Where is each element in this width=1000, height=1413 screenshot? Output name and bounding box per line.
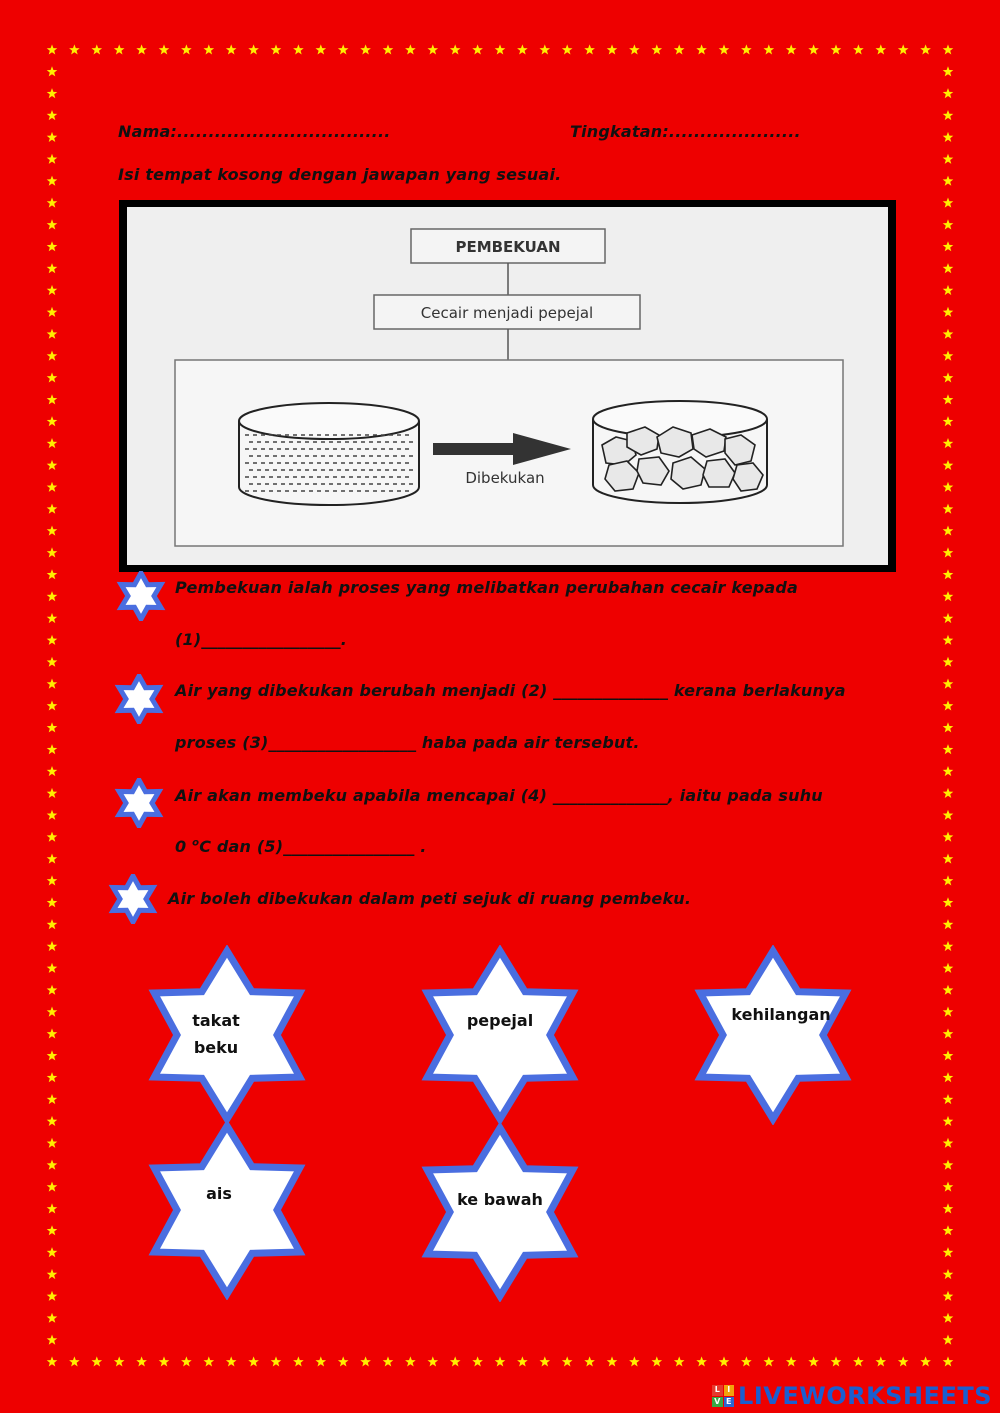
border-star-icon — [47, 679, 58, 689]
border-star-icon — [943, 1356, 954, 1366]
instruction-text: Isi tempat kosong dengan jawapan yang sesuai. — [118, 165, 562, 184]
border-star-icon — [943, 1138, 954, 1148]
border-star-icon — [47, 788, 58, 798]
question-1-line-1: Pembekuan ialah proses yang melibatkan perubahan cecair kepada — [175, 578, 799, 597]
border-star-icon — [943, 1028, 954, 1038]
border-star-icon — [383, 44, 394, 54]
border-star-icon — [405, 44, 416, 54]
border-star-icon — [943, 372, 954, 382]
border-star-icon — [943, 788, 954, 798]
border-star-icon — [271, 44, 282, 54]
border-star-icon — [47, 591, 58, 601]
border-star-icon — [943, 154, 954, 164]
border-star-icon — [943, 394, 954, 404]
border-star-icon — [943, 307, 954, 317]
border-star-icon — [428, 44, 439, 54]
border-star-icon — [943, 657, 954, 667]
border-star-icon — [226, 1356, 237, 1366]
border-star-icon — [943, 460, 954, 470]
border-star-icon — [47, 854, 58, 864]
border-star-icon — [495, 44, 506, 54]
border-star-icon — [943, 1182, 954, 1192]
border-star-icon — [831, 44, 842, 54]
border-star-icon — [47, 832, 58, 842]
question-3-line-2[interactable]: 0 $^o$C dan (5)________________ . — [175, 837, 427, 856]
border-star-icon — [540, 44, 551, 54]
border-star-icon — [47, 875, 58, 885]
border-star-icon — [943, 88, 954, 98]
border-star-icon — [696, 44, 707, 54]
border-star-icon — [204, 44, 215, 54]
border-star-icon — [47, 1269, 58, 1279]
border-star-icon — [943, 679, 954, 689]
border-star-icon — [943, 1225, 954, 1235]
border-star-icon — [943, 766, 954, 776]
border-star-icon — [943, 875, 954, 885]
bullet-star-icon — [106, 874, 160, 924]
figure-subtitle: Cecair menjadi pepejal — [420, 304, 594, 322]
border-star-icon — [47, 263, 58, 273]
border-star-icon — [383, 1356, 394, 1366]
border-star-icon — [204, 1356, 215, 1366]
border-star-icon — [338, 1356, 349, 1366]
liveworksheets-brand — [712, 1384, 992, 1408]
border-star-icon — [943, 1203, 954, 1213]
border-star-icon — [47, 547, 58, 557]
answer-star-takat-beku[interactable]: takat beku — [122, 945, 332, 1125]
border-star-icon — [943, 1247, 954, 1257]
border-star-icon — [136, 44, 147, 54]
border-star-icon — [786, 44, 797, 54]
figure-title: PEMBEKUAN — [455, 238, 561, 256]
border-star-icon — [629, 44, 640, 54]
border-star-icon — [920, 44, 931, 54]
border-star-icon — [47, 88, 58, 98]
question-1-line-2[interactable]: (1)_________________. — [175, 630, 348, 649]
border-star-icon — [47, 1138, 58, 1148]
border-star-icon — [47, 1313, 58, 1323]
border-star-icon — [114, 1356, 125, 1366]
border-star-icon — [47, 1072, 58, 1082]
border-star-icon — [316, 1356, 327, 1366]
border-star-icon — [47, 132, 58, 142]
border-star-icon — [853, 44, 864, 54]
border-star-icon — [47, 1247, 58, 1257]
border-star-icon — [47, 635, 58, 645]
border-star-icon — [47, 1116, 58, 1126]
border-star-icon — [47, 810, 58, 820]
border-star-icon — [47, 110, 58, 120]
border-star-icon — [47, 351, 58, 361]
border-star-icon — [316, 44, 327, 54]
border-star-icon — [943, 1269, 954, 1279]
nama-field[interactable]: Nama:.................................. — [118, 122, 391, 141]
border-star-icon — [943, 919, 954, 929]
border-star-icon — [47, 1094, 58, 1104]
border-star-icon — [47, 372, 58, 382]
border-star-icon — [943, 198, 954, 208]
border-star-icon — [943, 941, 954, 951]
border-star-icon — [943, 438, 954, 448]
border-star-icon — [405, 1356, 416, 1366]
border-star-icon — [47, 766, 58, 776]
border-star-icon — [808, 44, 819, 54]
border-star-icon — [943, 329, 954, 339]
border-star-icon — [696, 1356, 707, 1366]
border-star-icon — [47, 416, 58, 426]
border-star-icon — [47, 1356, 58, 1366]
question-3-line-1[interactable]: Air akan membeku apabila mencapai (4) ______________, iaitu pada suhu — [175, 786, 823, 805]
border-star-icon — [853, 1356, 864, 1366]
question-2-line-2[interactable]: proses (3)__________________ haba pada air tersebut. — [175, 733, 640, 752]
border-star-icon — [652, 44, 663, 54]
arrow-label: Dibekukan — [465, 469, 545, 487]
liveworksheets-text: LIVEWORKSHEETS — [738, 1382, 992, 1410]
border-star-icon — [47, 744, 58, 754]
border-star-icon — [114, 44, 125, 54]
border-star-icon — [943, 1335, 954, 1345]
border-star-icon — [943, 219, 954, 229]
border-star-icon — [293, 44, 304, 54]
border-star-icon — [876, 44, 887, 54]
border-star-icon — [943, 1072, 954, 1082]
border-star-icon — [943, 722, 954, 732]
border-star-icon — [898, 1356, 909, 1366]
border-star-icon — [47, 985, 58, 995]
border-star-icon — [943, 526, 954, 536]
border-star-icon — [607, 44, 618, 54]
border-star-icon — [47, 700, 58, 710]
border-star-icon — [719, 44, 730, 54]
border-star-icon — [741, 1356, 752, 1366]
border-star-icon — [47, 526, 58, 536]
border-star-icon — [47, 460, 58, 470]
border-star-icon — [943, 591, 954, 601]
border-star-icon — [360, 44, 371, 54]
border-star-icon — [943, 504, 954, 514]
border-star-icon — [450, 44, 461, 54]
border-star-icon — [943, 635, 954, 645]
border-star-icon — [428, 1356, 439, 1366]
border-star-icon — [136, 1356, 147, 1366]
border-star-icon — [271, 1356, 282, 1366]
border-star-icon — [943, 963, 954, 973]
border-star-icon — [943, 547, 954, 557]
border-star-icon — [47, 219, 58, 229]
border-star-icon — [47, 438, 58, 448]
border-star-icon — [943, 44, 954, 54]
border-star-icon — [943, 1094, 954, 1104]
border-star-icon — [517, 1356, 528, 1366]
answer-star-kehilangan[interactable]: kehilangan — [668, 945, 878, 1125]
border-star-icon — [47, 941, 58, 951]
border-star-icon — [943, 263, 954, 273]
answer-star-ais[interactable]: ais — [122, 1120, 332, 1300]
border-star-icon — [472, 44, 483, 54]
border-star-icon — [338, 44, 349, 54]
border-star-icon — [47, 613, 58, 623]
border-star-icon — [47, 1028, 58, 1038]
border-star-icon — [69, 1356, 80, 1366]
border-star-icon — [584, 1356, 595, 1366]
border-star-icon — [47, 241, 58, 251]
border-star-icon — [943, 897, 954, 907]
border-star-icon — [47, 1007, 58, 1017]
border-star-icon — [47, 482, 58, 492]
border-star-icon — [47, 1335, 58, 1345]
border-star-icon — [92, 1356, 103, 1366]
border-star-icon — [920, 1356, 931, 1366]
border-star-icon — [943, 241, 954, 251]
border-star-icon — [47, 1203, 58, 1213]
border-star-icon — [47, 394, 58, 404]
border-star-icon — [47, 44, 58, 54]
border-star-icon — [495, 1356, 506, 1366]
border-star-icon — [226, 44, 237, 54]
border-star-icon — [472, 1356, 483, 1366]
border-star-icon — [47, 329, 58, 339]
border-star-icon — [943, 132, 954, 142]
pembekuan-diagram — [127, 207, 888, 565]
border-star-icon — [47, 1160, 58, 1170]
border-star-icon — [47, 919, 58, 929]
border-star-icon — [674, 44, 685, 54]
border-star-icon — [47, 722, 58, 732]
border-star-icon — [629, 1356, 640, 1366]
border-star-icon — [450, 1356, 461, 1366]
border-star-icon — [943, 482, 954, 492]
border-star-icon — [943, 700, 954, 710]
border-star-icon — [47, 963, 58, 973]
tingkatan-field[interactable]: Tingkatan:..................... — [570, 122, 801, 141]
bullet-star-icon — [114, 571, 168, 621]
border-star-icon — [47, 1291, 58, 1301]
border-star-icon — [181, 1356, 192, 1366]
border-star-icon — [764, 1356, 775, 1366]
border-star-icon — [47, 1182, 58, 1192]
pembekuan-figure — [119, 200, 896, 572]
border-star-icon — [831, 1356, 842, 1366]
question-4-line-1: Air boleh dibekukan dalam peti sejuk di ruang pembeku. — [168, 889, 692, 908]
border-star-icon — [47, 66, 58, 76]
border-star-icon — [943, 985, 954, 995]
border-star-icon — [181, 44, 192, 54]
border-star-icon — [943, 613, 954, 623]
border-star-icon — [943, 1050, 954, 1060]
border-star-icon — [159, 1356, 170, 1366]
border-star-icon — [540, 1356, 551, 1366]
border-star-icon — [943, 285, 954, 295]
border-star-icon — [360, 1356, 371, 1366]
border-star-icon — [47, 285, 58, 295]
border-star-icon — [47, 198, 58, 208]
border-star-icon — [517, 44, 528, 54]
border-star-icon — [92, 44, 103, 54]
border-star-icon — [943, 66, 954, 76]
border-star-icon — [943, 416, 954, 426]
border-star-icon — [719, 1356, 730, 1366]
bullet-star-icon — [112, 778, 166, 828]
border-star-icon — [47, 154, 58, 164]
border-star-icon — [943, 1007, 954, 1017]
border-star-icon — [898, 44, 909, 54]
border-star-icon — [47, 307, 58, 317]
border-star-icon — [943, 1160, 954, 1170]
border-star-icon — [943, 110, 954, 120]
border-star-icon — [943, 854, 954, 864]
border-star-icon — [584, 44, 595, 54]
border-star-icon — [47, 569, 58, 579]
border-star-icon — [248, 1356, 259, 1366]
border-star-icon — [159, 44, 170, 54]
border-star-icon — [943, 176, 954, 186]
border-star-icon — [47, 504, 58, 514]
border-star-icon — [47, 1050, 58, 1060]
border-star-icon — [876, 1356, 887, 1366]
border-star-icon — [943, 1291, 954, 1301]
answer-star-pepejal[interactable]: pepejal — [395, 945, 605, 1125]
liveworksheets-logo-icon: L I V E — [712, 1385, 734, 1407]
border-star-icon — [808, 1356, 819, 1366]
border-star-icon — [47, 1225, 58, 1235]
border-star-icon — [741, 44, 752, 54]
border-star-icon — [47, 176, 58, 186]
border-star-icon — [943, 351, 954, 361]
bullet-star-icon — [112, 674, 166, 724]
answer-star-ke-bawah[interactable]: ke bawah — [395, 1122, 605, 1302]
border-star-icon — [943, 569, 954, 579]
border-star-icon — [943, 744, 954, 754]
border-star-icon — [943, 832, 954, 842]
border-star-icon — [69, 44, 80, 54]
border-star-icon — [607, 1356, 618, 1366]
border-star-icon — [764, 44, 775, 54]
border-star-icon — [652, 1356, 663, 1366]
border-star-icon — [786, 1356, 797, 1366]
border-star-icon — [47, 657, 58, 667]
question-2-line-1[interactable]: Air yang dibekukan berubah menjadi (2) ______________ kerana berlakunya — [175, 681, 846, 700]
border-star-icon — [562, 44, 573, 54]
border-star-icon — [943, 1116, 954, 1126]
border-star-icon — [248, 44, 259, 54]
border-star-icon — [674, 1356, 685, 1366]
border-star-icon — [47, 897, 58, 907]
border-star-icon — [943, 810, 954, 820]
border-star-icon — [943, 1313, 954, 1323]
border-star-icon — [562, 1356, 573, 1366]
border-star-icon — [293, 1356, 304, 1366]
